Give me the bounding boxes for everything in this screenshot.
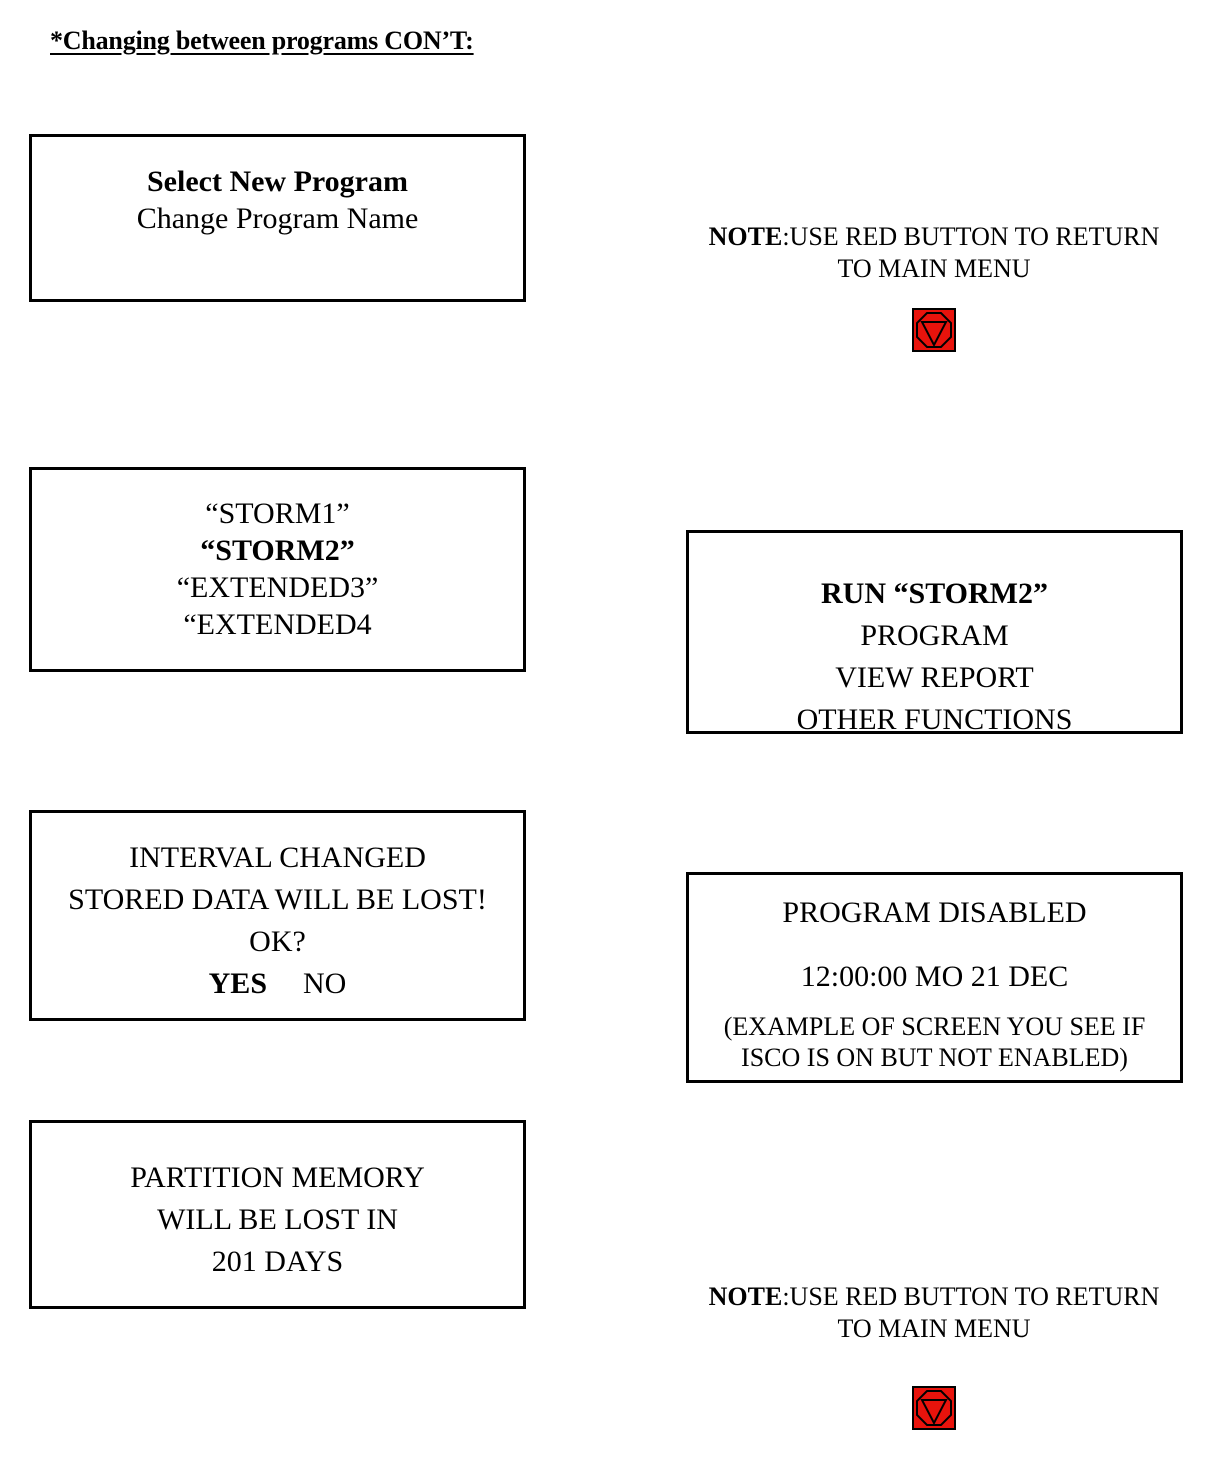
days-remaining: 201 DAYS bbox=[211, 1245, 344, 1278]
yes-option: YES bbox=[208, 967, 267, 1000]
change-program-name-option: Change Program Name bbox=[136, 202, 419, 235]
select-program-screen bbox=[29, 134, 526, 302]
screen-caption-line2: ISCO IS ON BUT NOT ENABLED) bbox=[741, 1043, 1128, 1072]
program-item: “EXTENDED4 bbox=[183, 608, 372, 641]
program-item: “EXTENDED3” bbox=[176, 571, 379, 604]
stop-button-icon bbox=[912, 308, 956, 352]
select-new-program-option: Select New Program bbox=[146, 165, 408, 198]
program-disabled-screen bbox=[686, 872, 1183, 1083]
partition-memory-screen bbox=[29, 1120, 526, 1309]
menu-item-view-report: VIEW REPORT bbox=[835, 661, 1034, 694]
note-text-line2: TO MAIN MENU bbox=[837, 254, 1031, 283]
page-heading: *Changing between programs CON’T: bbox=[50, 26, 474, 55]
program-list-screen bbox=[29, 467, 526, 672]
menu-item-program: PROGRAM bbox=[860, 619, 1009, 652]
note-text: :USE RED BUTTON TO RETURN bbox=[782, 1282, 1160, 1311]
main-menu-screen bbox=[686, 530, 1183, 734]
program-disabled-title: PROGRAM DISABLED bbox=[782, 896, 1087, 929]
screen-caption: (EXAMPLE OF SCREEN YOU SEE IF bbox=[723, 1012, 1146, 1041]
note-text-line2: TO MAIN MENU bbox=[837, 1314, 1031, 1343]
will-be-lost-line: WILL BE LOST IN bbox=[157, 1203, 398, 1236]
menu-item-other-functions: OTHER FUNCTIONS bbox=[796, 703, 1073, 736]
ok-prompt: OK? bbox=[249, 925, 306, 958]
note-1 bbox=[686, 221, 1182, 285]
interval-changed-line: INTERVAL CHANGED bbox=[129, 841, 426, 874]
program-item: “STORM1” bbox=[205, 497, 350, 530]
partition-memory-line: PARTITION MEMORY bbox=[130, 1161, 425, 1194]
note-label: NOTE bbox=[708, 1282, 783, 1311]
program-item-selected: “STORM2” bbox=[200, 534, 355, 567]
interval-changed-screen bbox=[29, 810, 526, 1021]
no-option: NO bbox=[303, 967, 347, 1000]
stored-data-warning: STORED DATA WILL BE LOST! bbox=[68, 883, 487, 916]
note-2 bbox=[686, 1281, 1182, 1345]
note-text: :USE RED BUTTON TO RETURN bbox=[782, 222, 1160, 251]
clock-readout: 12:00:00 MO 21 DEC bbox=[800, 960, 1069, 993]
stop-button-icon bbox=[912, 1386, 956, 1430]
menu-item-run: RUN “STORM2” bbox=[821, 577, 1048, 610]
note-label: NOTE bbox=[708, 222, 783, 251]
